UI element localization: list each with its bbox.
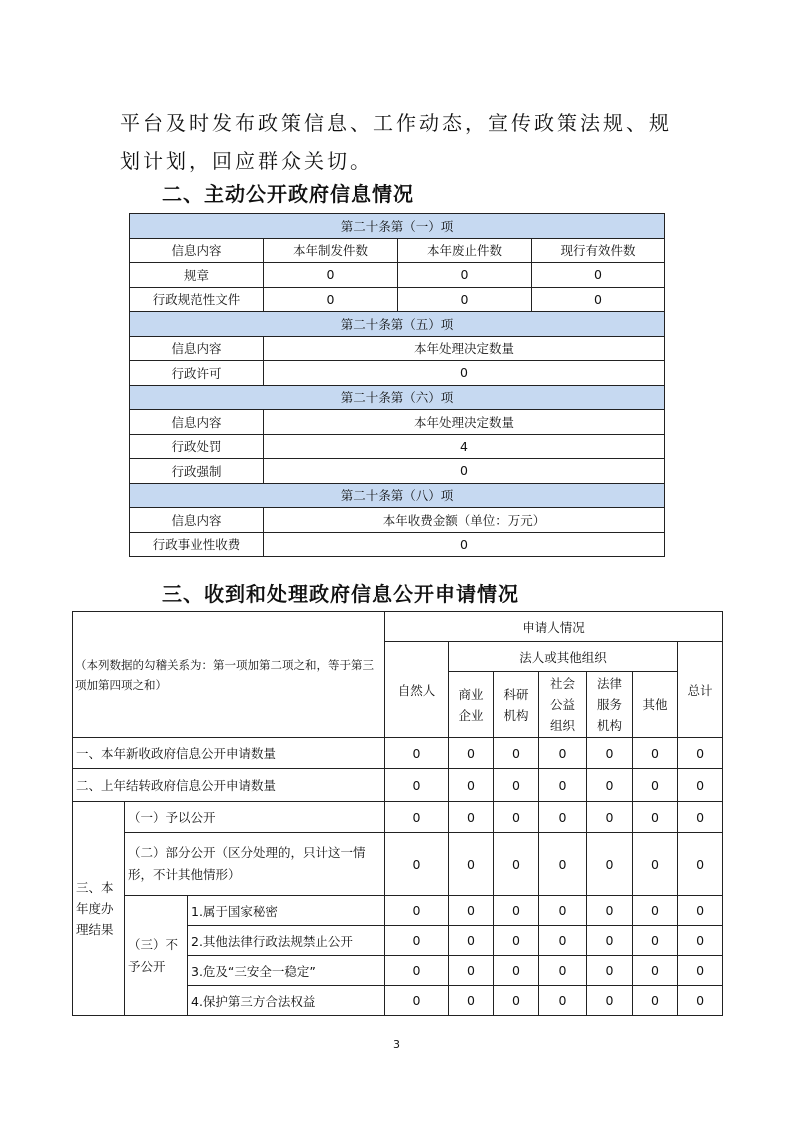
value-cell: 0 [532, 287, 665, 312]
value-cell: 0 [539, 896, 587, 926]
table-row [73, 802, 723, 833]
table-row [130, 263, 665, 288]
sub-col-header: 商业 企业 [449, 672, 494, 738]
page-number: 3 [393, 1038, 400, 1051]
row-label: 行政处罚 [130, 434, 264, 459]
value-cell: 0 [398, 263, 532, 288]
value-cell: 0 [449, 926, 494, 956]
value-cell: 0 [539, 986, 587, 1016]
row-label: 2.其他法律行政法规禁止公开 [188, 926, 385, 956]
value-cell: 0 [678, 833, 723, 896]
header-cell: 信息内容 [130, 336, 264, 361]
reconciliation-note: （本列数据的勾稽关系为：第一项加第二项之和，等于第三项加第四项之和） [73, 612, 385, 738]
value-cell: 0 [494, 956, 539, 986]
value-cell: 0 [398, 287, 532, 312]
value-cell: 0 [678, 896, 723, 926]
value-cell: 0 [539, 802, 587, 833]
sub-col-header: 法律 服务 机构 [587, 672, 633, 738]
table-row [130, 361, 665, 386]
value-cell: 0 [587, 896, 633, 926]
row-label: （二）部分公开（区分处理的，只计这一情形，不计其他情形） [125, 833, 385, 896]
value-cell: 0 [678, 956, 723, 986]
value-cell: 0 [633, 833, 678, 896]
row-label: 规章 [130, 263, 264, 288]
disclosure-requests-table [72, 611, 723, 1016]
header-cell: 本年制发件数 [264, 238, 398, 263]
sub-col-header: 科研 机构 [494, 672, 539, 738]
value-cell: 0 [678, 738, 723, 769]
value-cell: 0 [633, 956, 678, 986]
value-cell: 0 [587, 802, 633, 833]
group-label-withheld: （三）不予公开 [125, 896, 188, 1016]
group-label-results: 三、本年度办理结果 [73, 802, 125, 1016]
value-cell: 0 [539, 738, 587, 769]
row-label: 行政强制 [130, 459, 264, 484]
row-label: 1.属于国家秘密 [188, 896, 385, 926]
value-cell: 0 [587, 769, 633, 802]
header-cell: 本年处理决定数量 [264, 410, 665, 435]
value-cell: 0 [587, 986, 633, 1016]
value-cell: 0 [678, 769, 723, 802]
band-article-20-1: 第二十条第（一）项 [130, 214, 665, 239]
applicant-header: 申请人情况 [385, 612, 723, 642]
row-label: 4.保护第三方合法权益 [188, 986, 385, 1016]
table-row [130, 532, 665, 557]
row-label: 行政规范性文件 [130, 287, 264, 312]
header-cell: 本年收费金额（单位：万元） [264, 508, 665, 533]
value-cell: 0 [539, 956, 587, 986]
table-row [130, 287, 665, 312]
band-article-20-8: 第二十条第（八）项 [130, 483, 665, 508]
header-cell: 现行有效件数 [532, 238, 665, 263]
row-label: 3.危及“三安全一稳定” [188, 956, 385, 986]
value-cell: 0 [633, 896, 678, 926]
value-cell: 0 [678, 802, 723, 833]
value-cell: 0 [449, 986, 494, 1016]
row-label: （一）予以公开 [125, 802, 385, 833]
value-cell: 0 [385, 738, 449, 769]
value-cell: 4 [264, 434, 665, 459]
row-label: 行政事业性收费 [130, 532, 264, 557]
value-cell: 0 [494, 833, 539, 896]
value-cell: 0 [494, 802, 539, 833]
proactive-disclosure-table [129, 213, 665, 557]
header-cell: 信息内容 [130, 410, 264, 435]
section-3-heading: 三、收到和处理政府信息公开申请情况 [162, 582, 519, 606]
row-label: 一、本年新收政府信息公开申请数量 [73, 738, 385, 769]
section-2-heading: 二、主动公开政府信息情况 [162, 182, 414, 206]
header-cell: 本年处理决定数量 [264, 336, 665, 361]
header-cell: 本年废止件数 [398, 238, 532, 263]
sub-col-header: 其他 [633, 672, 678, 738]
value-cell: 0 [385, 926, 449, 956]
value-cell: 0 [385, 956, 449, 986]
table-row [73, 896, 723, 926]
header-cell: 信息内容 [130, 508, 264, 533]
value-cell: 0 [385, 986, 449, 1016]
table-row [130, 434, 665, 459]
value-cell: 0 [633, 738, 678, 769]
band-article-20-6: 第二十条第（六）项 [130, 385, 665, 410]
value-cell: 0 [385, 802, 449, 833]
row-label: 二、上年结转政府信息公开申请数量 [73, 769, 385, 802]
table-row [73, 833, 723, 896]
value-cell: 0 [539, 926, 587, 956]
value-cell: 0 [385, 769, 449, 802]
table-row [73, 769, 723, 802]
value-cell: 0 [532, 263, 665, 288]
value-cell: 0 [587, 738, 633, 769]
row-label: 行政许可 [130, 361, 264, 386]
value-cell: 0 [264, 263, 398, 288]
value-cell: 0 [494, 986, 539, 1016]
band-article-20-5: 第二十条第（五）项 [130, 312, 665, 337]
value-cell: 0 [494, 896, 539, 926]
legal-org-header: 法人或其他组织 [449, 642, 678, 672]
total-header: 总计 [678, 642, 723, 738]
natural-person-header: 自然人 [385, 642, 449, 738]
value-cell: 0 [264, 287, 398, 312]
intro-paragraph: 平台及时发布政策信息、工作动态，宣传政策法规、规划计划，回应群众关切。 [120, 111, 672, 173]
value-cell: 0 [678, 926, 723, 956]
table-row [130, 459, 665, 484]
value-cell: 0 [633, 802, 678, 833]
header-cell: 信息内容 [130, 238, 264, 263]
value-cell: 0 [633, 769, 678, 802]
value-cell: 0 [385, 896, 449, 926]
sub-col-header: 社会 公益 组织 [539, 672, 587, 738]
value-cell: 0 [494, 738, 539, 769]
value-cell: 0 [449, 769, 494, 802]
value-cell: 0 [633, 986, 678, 1016]
value-cell: 0 [539, 833, 587, 896]
value-cell: 0 [449, 802, 494, 833]
value-cell: 0 [264, 532, 665, 557]
value-cell: 0 [494, 926, 539, 956]
value-cell: 0 [678, 986, 723, 1016]
value-cell: 0 [449, 833, 494, 896]
value-cell: 0 [449, 738, 494, 769]
value-cell: 0 [587, 926, 633, 956]
table-row [73, 738, 723, 769]
value-cell: 0 [494, 769, 539, 802]
value-cell: 0 [264, 361, 665, 386]
value-cell: 0 [633, 926, 678, 956]
value-cell: 0 [539, 769, 587, 802]
value-cell: 0 [449, 896, 494, 926]
value-cell: 0 [587, 833, 633, 896]
value-cell: 0 [385, 833, 449, 896]
value-cell: 0 [264, 459, 665, 484]
value-cell: 0 [449, 956, 494, 986]
value-cell: 0 [587, 956, 633, 986]
